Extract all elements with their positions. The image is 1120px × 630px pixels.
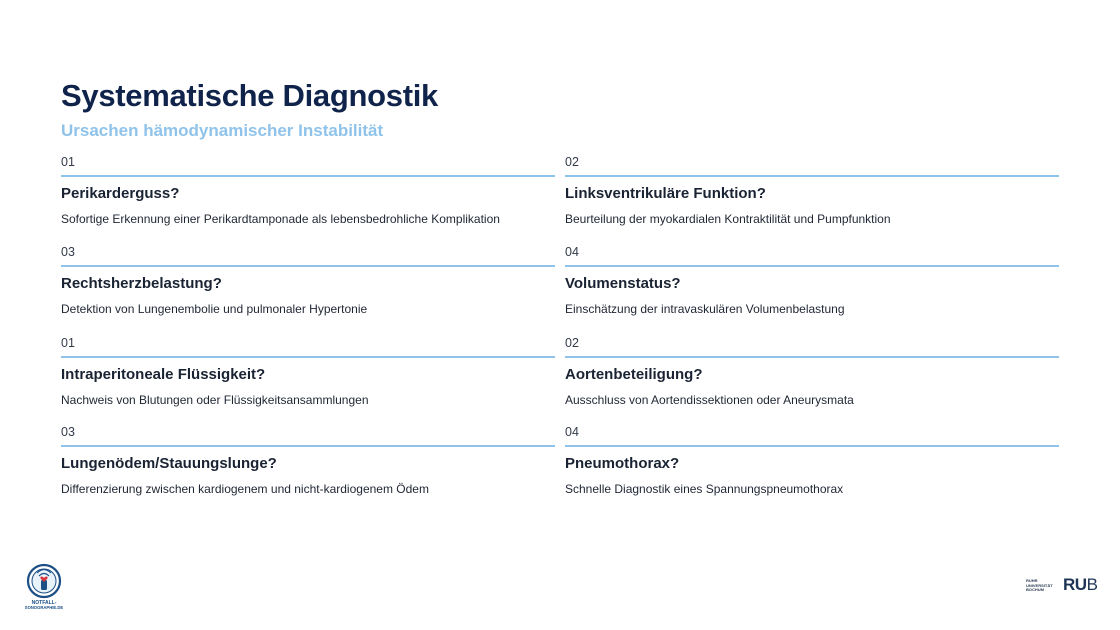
rub-line-2: UNIVERSITÄT	[1026, 582, 1053, 588]
divider	[565, 445, 1059, 447]
page-title: Systematische Diagnostik	[61, 78, 439, 113]
rub-line-1: RUHR	[1026, 578, 1038, 583]
card-heading: Volumenstatus?	[565, 275, 681, 292]
card-description: Detektion von Lungenembolie und pulmonaler Hypertonie	[61, 302, 368, 316]
divider	[61, 265, 555, 267]
divider	[61, 175, 555, 177]
card-number: 01	[61, 155, 75, 169]
page-subtitle: Ursachen hämodynamischer Instabilität	[61, 121, 384, 140]
divider	[61, 445, 555, 447]
rub-mark-b: B	[1086, 575, 1098, 594]
card-description: Einschätzung der intravaskulären Volumenbelastung	[565, 302, 845, 316]
divider	[565, 356, 1059, 358]
card-description: Ausschluss von Aortendissektionen oder Aneurysmata	[565, 393, 854, 407]
rub-logo	[1026, 575, 1102, 597]
card-description: Differenzierung zwischen kardiogenem und nicht-kardiogenem Ödem	[61, 482, 429, 496]
card-number: 03	[61, 425, 75, 439]
rub-logo-small-text	[1026, 579, 1053, 593]
logo-text-line2: SONOGRAPHIE.DE	[24, 605, 64, 610]
rub-logo-mark	[1063, 575, 1097, 595]
rub-mark-ru: RU	[1063, 575, 1087, 594]
card-heading: Linksventrikuläre Funktion?	[565, 185, 766, 202]
card-number: 02	[565, 155, 579, 169]
card-heading: Intraperitoneale Flüssigkeit?	[61, 366, 266, 383]
rub-line-3: BOCHUM	[1026, 587, 1044, 592]
card-number: 04	[565, 245, 579, 259]
divider	[565, 265, 1059, 267]
card-description: Beurteilung der myokardialen Kontraktilität und Pumpfunktion	[565, 212, 891, 226]
logo-text-line1: NOTFALL-	[31, 600, 57, 606]
card-description: Sofortige Erkennung einer Perikardtamponade als lebensbedrohliche Komplikation	[61, 212, 500, 226]
card-number: 02	[565, 336, 579, 350]
notfall-sonographie-logo	[20, 562, 68, 612]
notfall-sonographie-logo-icon	[20, 562, 68, 612]
card-heading: Aortenbeteiligung?	[565, 366, 703, 383]
card-number: 03	[61, 245, 75, 259]
card-number: 01	[61, 336, 75, 350]
divider	[61, 356, 555, 358]
divider	[565, 175, 1059, 177]
card-heading: Lungenödem/Stauungslunge?	[61, 455, 277, 472]
card-number: 04	[565, 425, 579, 439]
card-description: Nachweis von Blutungen oder Flüssigkeitsansammlungen	[61, 393, 369, 407]
card-heading: Rechtsherzbelastung?	[61, 275, 222, 292]
card-heading: Perikarderguss?	[61, 185, 180, 202]
card-description: Schnelle Diagnostik eines Spannungspneumothorax	[565, 482, 844, 496]
card-heading: Pneumothorax?	[565, 455, 680, 472]
